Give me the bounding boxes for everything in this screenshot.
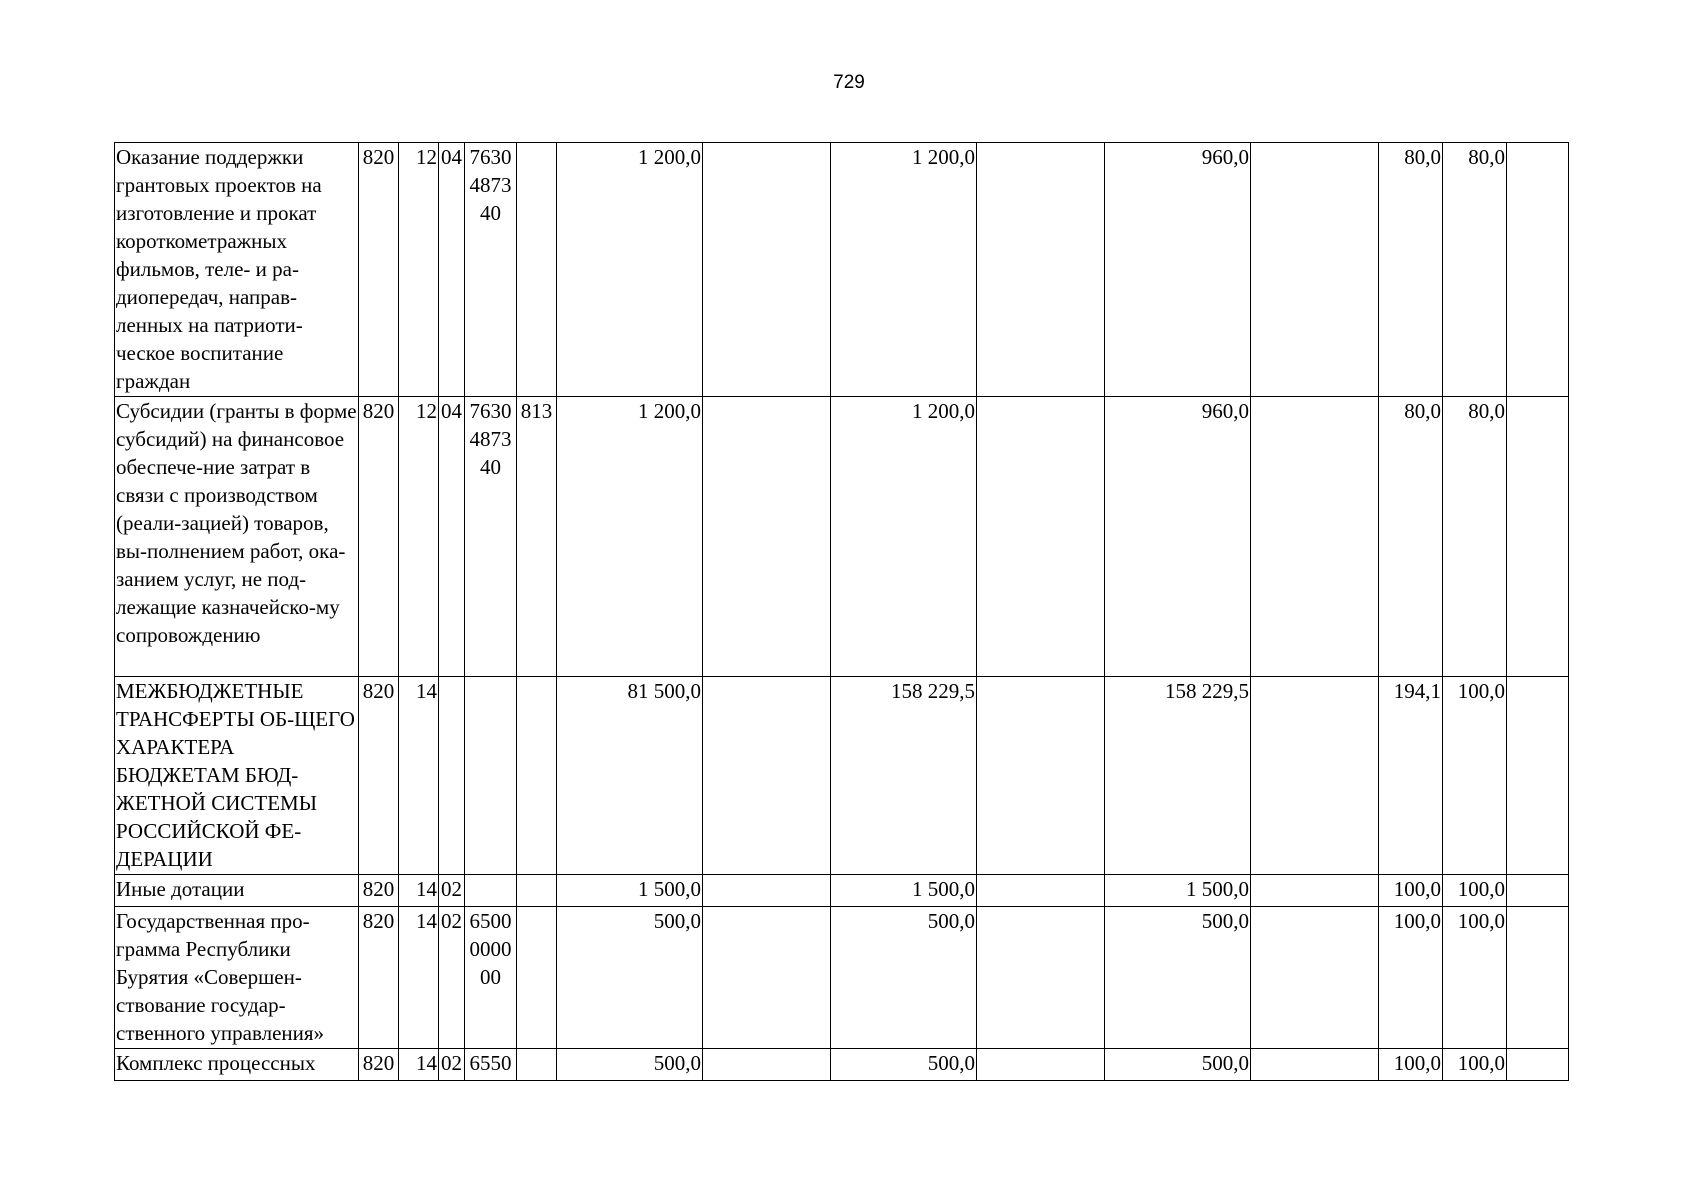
cell-blank [1251, 397, 1379, 677]
cell-blank [703, 907, 831, 1049]
cell-value-1: 1 500,0 [557, 875, 703, 907]
cell-ved: 820 [359, 907, 399, 1049]
cell-percent-1: 100,0 [1379, 907, 1443, 1049]
cell-pr: 02 [439, 907, 465, 1049]
cell-ved: 820 [359, 397, 399, 677]
cell-value-2: 1 500,0 [831, 875, 977, 907]
budget-table [114, 142, 1569, 1081]
cell-value-3: 960,0 [1105, 143, 1251, 397]
cell-percent-2: 100,0 [1443, 677, 1507, 875]
cell-rz: 12 [399, 397, 439, 677]
cell-vr [517, 677, 557, 875]
cell-percent-1: 100,0 [1379, 875, 1443, 907]
cell-rz: 12 [399, 143, 439, 397]
cell-blank [977, 677, 1105, 875]
cell-percent-2: 100,0 [1443, 875, 1507, 907]
cell-percent-1: 80,0 [1379, 143, 1443, 397]
cell-blank [1507, 143, 1569, 397]
cell-value-1: 1 200,0 [557, 397, 703, 677]
cell-value-1: 1 200,0 [557, 143, 703, 397]
cell-blank [1251, 677, 1379, 875]
cell-vr [517, 1049, 557, 1081]
page-number: 729 [833, 72, 865, 93]
cell-value-3: 158 229,5 [1105, 677, 1251, 875]
cell-rz: 14 [399, 1049, 439, 1081]
cell-csr: 7630487340 [465, 143, 517, 397]
cell-percent-1: 100,0 [1379, 1049, 1443, 1081]
cell-blank [703, 677, 831, 875]
cell-ved: 820 [359, 1049, 399, 1081]
cell-blank [703, 875, 831, 907]
cell-blank [977, 875, 1105, 907]
table-row [115, 907, 1569, 1049]
cell-rz: 14 [399, 875, 439, 907]
cell-blank [1251, 1049, 1379, 1081]
cell-value-3: 960,0 [1105, 397, 1251, 677]
cell-value-1: 500,0 [557, 907, 703, 1049]
cell-ved: 820 [359, 143, 399, 397]
cell-value-2: 500,0 [831, 907, 977, 1049]
cell-blank [1507, 397, 1569, 677]
cell-blank [703, 397, 831, 677]
cell-pr [439, 677, 465, 875]
row-name: МЕЖБЮДЖЕТНЫЕ ТРАНСФЕРТЫ ОБ-ЩЕГО ХАРАКТЕРА БЮДЖЕТАМ БЮД-ЖЕТНОЙ СИСТЕМЫ РОССИЙСКОЙ ФЕ-ДЕРАЦИИ [115, 677, 359, 875]
cell-percent-1: 194,1 [1379, 677, 1443, 875]
cell-value-2: 158 229,5 [831, 677, 977, 875]
cell-blank [977, 143, 1105, 397]
cell-rz: 14 [399, 907, 439, 1049]
cell-percent-2: 80,0 [1443, 143, 1507, 397]
cell-pr: 02 [439, 875, 465, 907]
cell-blank [977, 907, 1105, 1049]
cell-blank [1507, 677, 1569, 875]
cell-blank [703, 143, 831, 397]
cell-pr: 04 [439, 143, 465, 397]
cell-ved: 820 [359, 875, 399, 907]
cell-value-3: 1 500,0 [1105, 875, 1251, 907]
cell-pr: 02 [439, 1049, 465, 1081]
cell-rz: 14 [399, 677, 439, 875]
table-row [115, 677, 1569, 875]
cell-blank [977, 397, 1105, 677]
cell-csr [465, 677, 517, 875]
cell-blank [1507, 875, 1569, 907]
cell-blank [1507, 1049, 1569, 1081]
cell-csr: 6500000000 [465, 907, 517, 1049]
cell-percent-2: 100,0 [1443, 1049, 1507, 1081]
cell-value-2: 500,0 [831, 1049, 977, 1081]
cell-blank [1251, 143, 1379, 397]
row-name: Иные дотации [115, 875, 359, 907]
cell-csr: 7630487340 [465, 397, 517, 677]
cell-percent-2: 100,0 [1443, 907, 1507, 1049]
cell-value-1: 500,0 [557, 1049, 703, 1081]
table-row [115, 1049, 1569, 1081]
row-name: Государственная про-грамма Республики Бурятия «Совершен-ствование государ-ственного управления» [115, 907, 359, 1049]
row-name: Комплекс процессных [115, 1049, 359, 1081]
row-name: Оказание поддержки грантовых проектов на изготовление и прокат короткометражных фильмов, теле- и ра-диопередач, направ-ленных на патриоти-ческое воспитание граждан [115, 143, 359, 397]
cell-vr [517, 907, 557, 1049]
cell-value-2: 1 200,0 [831, 397, 977, 677]
cell-blank [977, 1049, 1105, 1081]
cell-blank [1507, 907, 1569, 1049]
cell-csr: 6550 [465, 1049, 517, 1081]
cell-pr: 04 [439, 397, 465, 677]
cell-vr [517, 143, 557, 397]
cell-vr [517, 875, 557, 907]
cell-blank [703, 1049, 831, 1081]
table-row [115, 143, 1569, 397]
row-name: Субсидии (гранты в форме субсидий) на финансовое обеспече-ние затрат в связи с производством (реали-зацией) товаров, вы-полнением работ, ока-занием услуг, не под-лежащие казначейско-му сопровождению [115, 397, 359, 677]
cell-value-2: 1 200,0 [831, 143, 977, 397]
cell-csr [465, 875, 517, 907]
table-row [115, 397, 1569, 677]
cell-percent-2: 80,0 [1443, 397, 1507, 677]
cell-blank [1251, 875, 1379, 907]
cell-blank [1251, 907, 1379, 1049]
cell-ved: 820 [359, 677, 399, 875]
cell-vr: 813 [517, 397, 557, 677]
cell-value-1: 81 500,0 [557, 677, 703, 875]
cell-percent-1: 80,0 [1379, 397, 1443, 677]
table-body [115, 143, 1569, 1081]
cell-value-3: 500,0 [1105, 1049, 1251, 1081]
cell-value-3: 500,0 [1105, 907, 1251, 1049]
table-row [115, 875, 1569, 907]
